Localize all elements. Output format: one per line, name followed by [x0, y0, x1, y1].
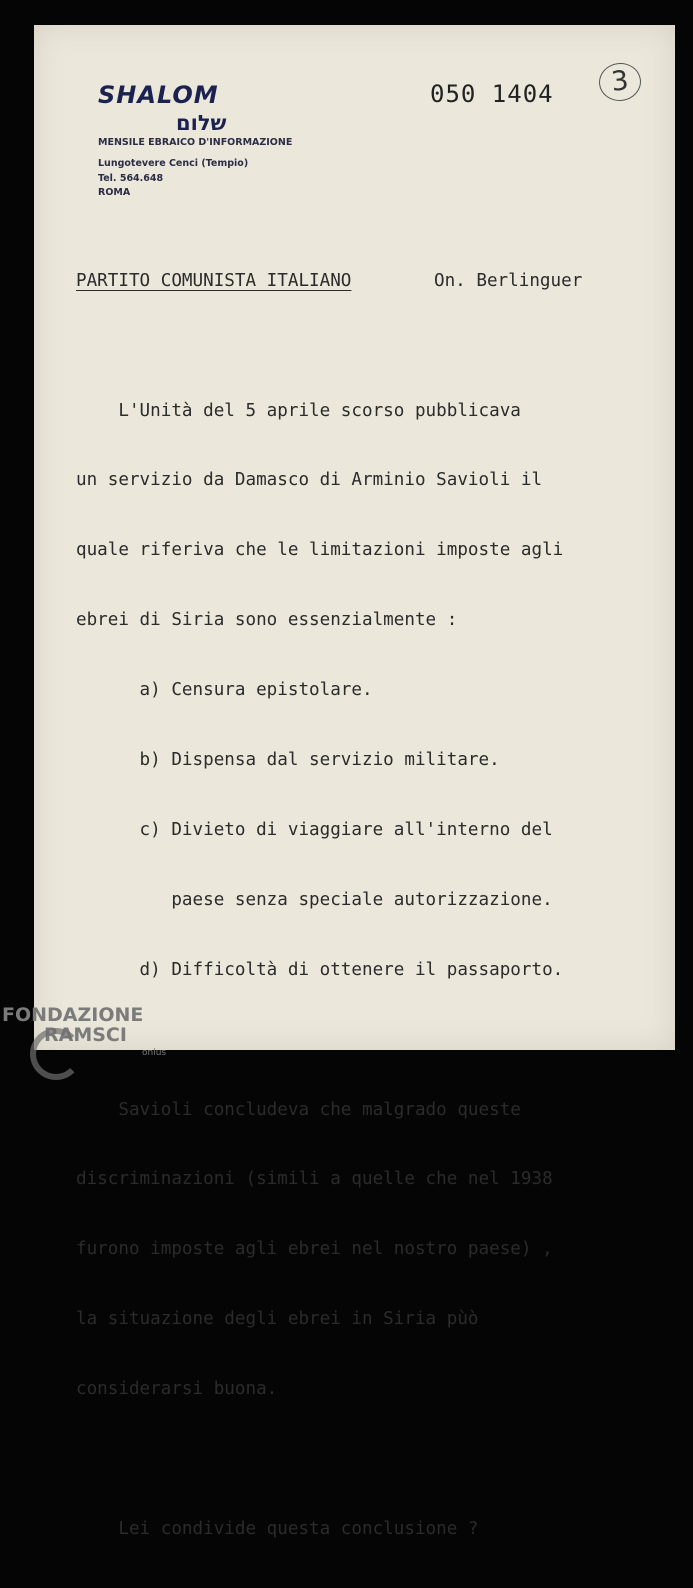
paragraph-gap [76, 1448, 563, 1471]
letterhead-subtitle: MENSILE EBRAICO D'INFORMAZIONE [98, 137, 293, 148]
document-number: 050 1404 [430, 80, 554, 108]
body-line: discriminazioni (simili a quelle che nel 1938 [76, 1169, 553, 1190]
watermark-line: onlus [142, 1048, 167, 1058]
body-line: L'Unità del 5 aprile scorso pubblicava [76, 400, 521, 421]
handwritten-page-number: 3 [597, 61, 643, 103]
letterhead-address [98, 157, 292, 201]
letterhead [98, 81, 292, 201]
letter-recipient: On. Berlinguer [434, 271, 583, 291]
body-line: considerarsi buona. [76, 1379, 278, 1400]
list-item: c) Divieto di viaggiare all'interno del [76, 819, 553, 840]
body-line: ebrei di Siria sono essenzialmente : [76, 610, 458, 631]
watermark-line: FONDAZIONE [2, 1004, 144, 1026]
body-line: la situazione degli ebrei in Siria pùò [76, 1309, 479, 1330]
letterhead-hebrew: שלום [176, 111, 227, 135]
list-item: paese senza speciale autorizzazione. [76, 889, 553, 910]
body-line: un servizio da Damasco di Arminio Savioli il [76, 470, 543, 491]
address-line: Lungotevere Cenci (Tempio) [98, 158, 249, 169]
address-line: ROMA [98, 187, 131, 198]
watermark-line: RAMSCI [44, 1024, 127, 1046]
address-line: Tel. 564.648 [98, 172, 164, 184]
letterhead-title: SHALOM [98, 81, 219, 109]
watermark-logo-icon [30, 1028, 82, 1080]
body-line: furono imposte agli ebrei nel nostro paese) , [76, 1239, 553, 1260]
closing-question: Lei condivide questa conclusione ? [76, 1518, 479, 1539]
list-item: a) Censura epistolare. [76, 680, 373, 701]
list-item: b) Dispensa dal servizio militare. [76, 750, 500, 771]
body-line: Savioli concludeva che malgrado queste [76, 1099, 521, 1120]
archive-watermark [2, 1004, 166, 1058]
list-item: d) Difficoltà di ottenere il passaporto. [76, 959, 564, 980]
letter-body [76, 353, 563, 1588]
letter-heading: PARTITO COMUNISTA ITALIANO [76, 271, 352, 291]
body-line: quale riferiva che le limitazioni imposte agli [76, 540, 564, 561]
